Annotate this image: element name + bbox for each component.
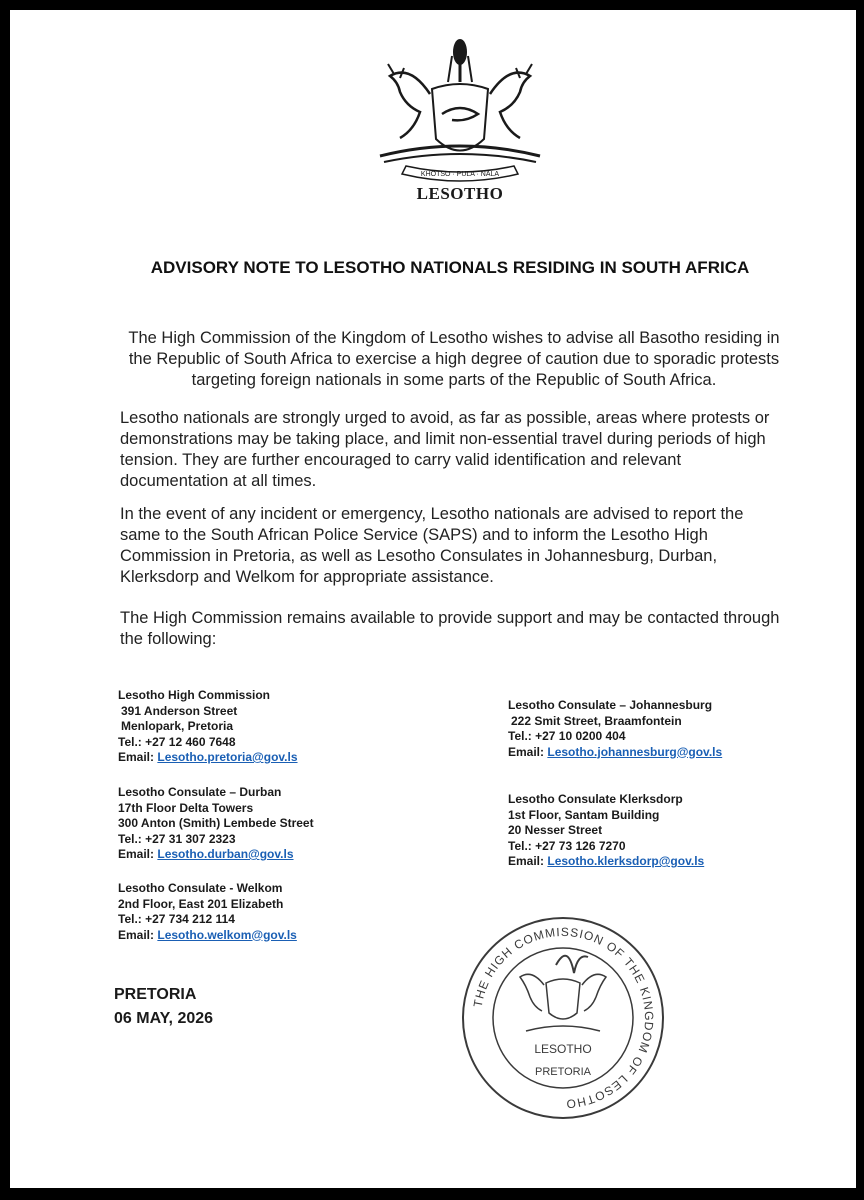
contact-tel: Tel.: +27 31 307 2323 [118, 831, 236, 846]
stamp-center-text: LESOTHO [534, 1042, 592, 1056]
contact-email-link[interactable]: Lesotho.welkom@gov.ls [157, 927, 297, 942]
contact-tel: Tel.: +27 734 212 114 [118, 912, 235, 926]
contact-consulate-klerksdorp [508, 792, 704, 870]
official-stamp-icon [458, 913, 668, 1123]
contact-tel: Tel.: +27 10 0200 404 [508, 729, 626, 743]
paragraph-avoid-protests: Lesotho nationals are strongly urged to avoid, as far as possible, areas where protests or demonstrations may be taking place, and limit non-essential travel during periods of high tension. They are further encouraged to carry valid identification and relevant documentation at all times. [120, 409, 770, 490]
contact-email-link[interactable]: Lesotho.klerksdorp@gov.ls [547, 854, 705, 868]
contact-email-link[interactable]: Lesotho.pretoria@gov.ls [157, 750, 298, 764]
contact-tel: Tel.: +27 12 460 7648 [118, 734, 236, 749]
place-and-date [114, 983, 213, 1031]
contact-email-label: Email: [118, 750, 155, 764]
contact-address-line: 17th Floor Delta Towers [118, 800, 254, 815]
contact-consulate-durban [118, 785, 314, 863]
contact-address-line: 391 Anderson Street [121, 703, 238, 718]
stamp-bottom-text: PRETORIA [534, 1066, 592, 1078]
contact-address-line: 20 Nesser Street [508, 823, 603, 837]
contact-name: Lesotho Consulate – Johannesburg [508, 698, 713, 712]
contact-address-line: Menlopark, Pretoria [121, 719, 234, 733]
contact-tel: Tel.: +27 73 126 7270 [508, 838, 626, 853]
contact-name: Lesotho Consulate - Welkom [118, 881, 283, 895]
stamp-ring-text: THE HIGH COMMISSION OF THE KINGDOM OF LESOTHO [470, 924, 657, 1112]
paragraph-emergency: In the event of any incident or emergency, Lesotho nationals are advised to report the same to the South African Police Service (SAPS) and to inform the Lesotho High Commission in Pretoria, as well as Lesotho Consulates in Johannesburg, Durban, Klerksdorp and Welkom for appropriate assistance. [120, 505, 744, 586]
contact-name: Lesotho High Commission [118, 688, 271, 702]
contact-email-label: Email: [508, 854, 545, 868]
contact-email-link[interactable]: Lesotho.johannesburg@gov.ls [547, 744, 723, 759]
coat-of-arms-icon [370, 34, 550, 184]
contact-email-label: Email: [508, 744, 545, 759]
contact-consulate-johannesburg [508, 698, 722, 760]
paragraph-caution: The High Commission of the Kingdom of Lesotho wishes to advise all Basotho residing in the Republic of South Africa to exercise a high degree of caution due to sporadic protests targeting foreign nationals in some parts of the Republic of South Africa. [128, 329, 780, 389]
document-title: ADVISORY NOTE TO LESOTHO NATIONALS RESIDING IN SOUTH AFRICA [150, 258, 750, 277]
contact-name: Lesotho Consulate Klerksdorp [508, 792, 683, 806]
paragraph-contact-intro: The High Commission remains available to provide support and may be contacted through the following: [120, 609, 780, 648]
contact-email-label: Email: [118, 927, 155, 942]
contact-address-line: 2nd Floor, East 201 Elizabeth [118, 896, 284, 911]
contact-email-label: Email: [118, 847, 155, 861]
contact-address-line: 300 Anton (Smith) Lembede Street [118, 816, 314, 830]
document-page [10, 10, 856, 1188]
emblem-country-label: LESOTHO [416, 184, 504, 203]
contact-high-commission [118, 688, 298, 766]
contact-consulate-welkom [118, 881, 297, 943]
place-name: PRETORIA [114, 986, 197, 1003]
contact-address-line: 1st Floor, Santam Building [508, 807, 660, 822]
contact-email-link[interactable]: Lesotho.durban@gov.ls [157, 847, 294, 861]
contact-address-line: 222 Smit Street, Braamfontein [511, 713, 682, 728]
emblem-motto: KHOTSO · PULA · NALA [420, 171, 500, 178]
document-date: 06 MAY, 2026 [114, 1010, 214, 1027]
contact-name: Lesotho Consulate – Durban [118, 785, 282, 799]
